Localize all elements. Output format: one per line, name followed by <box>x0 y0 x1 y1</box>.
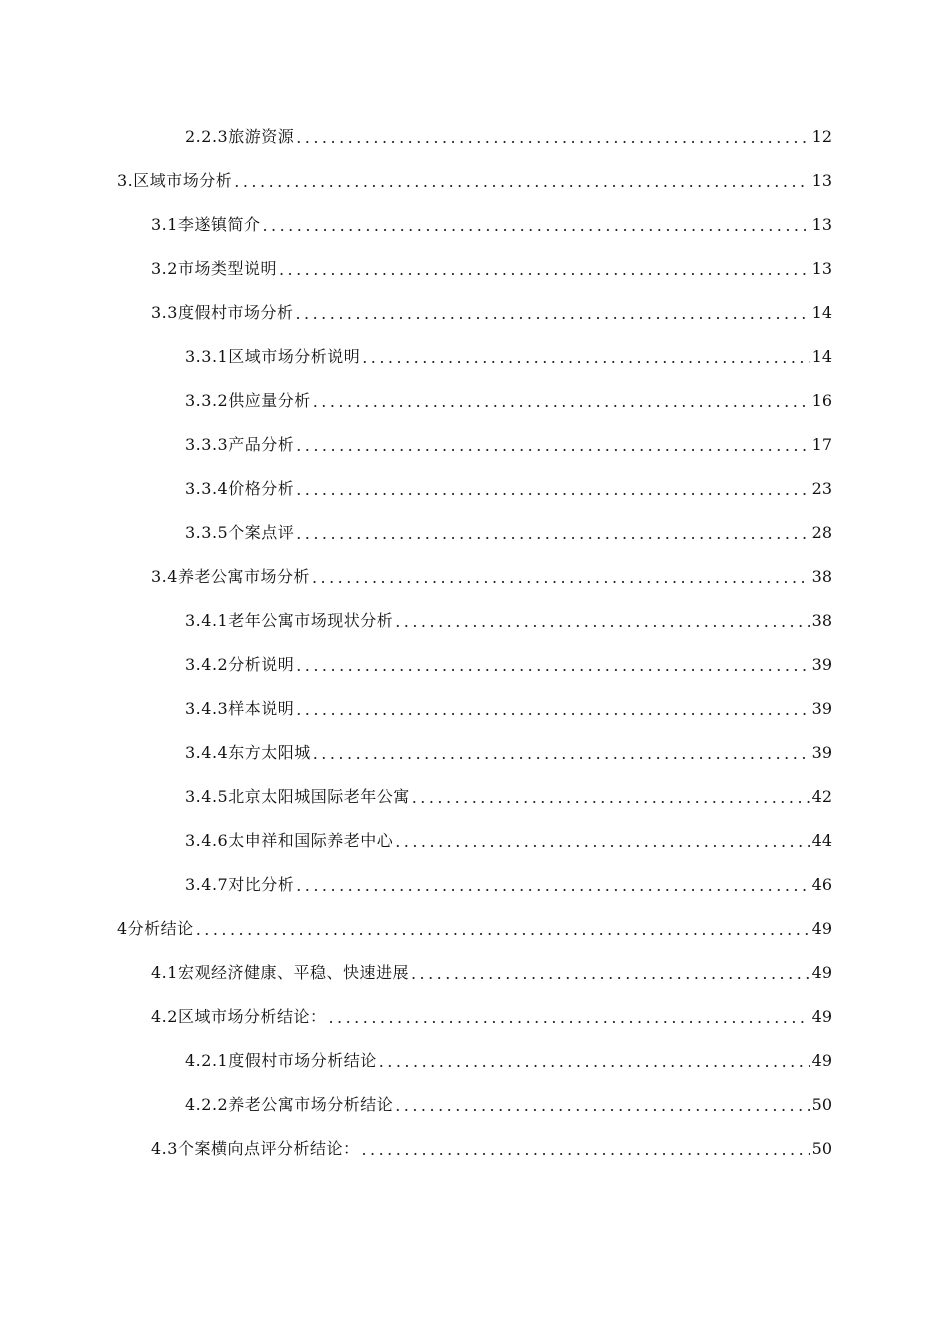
toc-entry[interactable] <box>0 115 950 159</box>
toc-dot-leader <box>395 1084 809 1128</box>
toc-dot-leader <box>234 160 809 204</box>
toc-entry[interactable] <box>0 599 950 643</box>
toc-dot-leader <box>362 336 809 380</box>
toc-entry-page: 39 <box>811 655 832 674</box>
toc-dot-leader <box>395 600 809 644</box>
toc-dot-leader <box>296 688 809 732</box>
toc-entry-page: 13 <box>811 259 832 278</box>
toc-dot-leader <box>296 424 809 468</box>
toc-entry-page: 49 <box>811 1007 832 1026</box>
toc-dot-leader <box>296 512 809 556</box>
toc-entry[interactable] <box>0 291 950 335</box>
toc-entry-title: 3.4.1老年公寓市场现状分析 <box>185 611 394 630</box>
toc-entry-title: 3.3度假村市场分析 <box>151 303 294 322</box>
toc-entry-title: 3.4.7对比分析 <box>185 875 295 894</box>
toc-entry[interactable] <box>0 335 950 379</box>
toc-entry-title: 3.4.2分析说明 <box>185 655 295 674</box>
toc-entry-title: 3.1李遂镇简介 <box>151 215 261 234</box>
toc-entry-page: 13 <box>811 215 832 234</box>
toc-entry[interactable] <box>0 731 950 775</box>
toc-entry-page: 49 <box>811 919 832 938</box>
toc-entry-title: 3.2市场类型说明 <box>151 259 277 278</box>
toc-dot-leader <box>395 820 809 864</box>
toc-dot-leader <box>196 908 810 952</box>
toc-entry[interactable] <box>0 511 950 555</box>
toc-entry-title: 3.3.2供应量分析 <box>185 391 311 410</box>
toc-entry-page: 13 <box>811 171 832 190</box>
toc-entry-title: 3.区域市场分析 <box>117 171 233 190</box>
toc-dot-leader <box>296 644 809 688</box>
toc-entry[interactable] <box>0 203 950 247</box>
toc-entry[interactable] <box>0 1127 950 1171</box>
toc-entry[interactable] <box>0 819 950 863</box>
toc-entry-page: 28 <box>811 523 832 542</box>
toc-entry-page: 38 <box>811 611 832 630</box>
toc-entry-page: 39 <box>811 743 832 762</box>
toc-entry[interactable] <box>0 687 950 731</box>
toc-entry-page: 23 <box>811 479 832 498</box>
toc-entry-title: 3.4养老公寓市场分析 <box>151 567 310 586</box>
toc-dot-leader <box>296 468 809 512</box>
toc-entry-title: 4.2.1度假村市场分析结论 <box>185 1051 377 1070</box>
toc-entry-title: 4.2区域市场分析结论： <box>151 1007 327 1026</box>
toc-dot-leader <box>411 952 810 996</box>
toc-entry-page: 12 <box>811 127 832 146</box>
table-of-contents <box>0 115 950 1171</box>
toc-entry-title: 4.1宏观经济健康、平稳、快速进展 <box>151 963 409 982</box>
toc-dot-leader <box>313 732 810 776</box>
toc-entry[interactable] <box>0 467 950 511</box>
toc-entry-page: 38 <box>811 567 832 586</box>
toc-entry-page: 14 <box>811 347 832 366</box>
toc-entry-title: 4.2.2养老公寓市场分析结论 <box>185 1095 394 1114</box>
toc-entry-page: 14 <box>811 303 832 322</box>
toc-dot-leader <box>313 380 810 424</box>
toc-entry-title: 3.3.3产品分析 <box>185 435 295 454</box>
toc-entry-title: 3.4.3样本说明 <box>185 699 295 718</box>
toc-entry-title: 3.4.4东方太阳城 <box>185 743 311 762</box>
toc-entry-page: 50 <box>811 1095 832 1114</box>
toc-entry-page: 50 <box>811 1139 832 1158</box>
toc-entry[interactable] <box>0 1039 950 1083</box>
toc-entry-title: 3.4.6太申祥和国际养老中心 <box>185 831 394 850</box>
toc-dot-leader <box>361 1128 809 1172</box>
toc-entry-page: 46 <box>811 875 832 894</box>
toc-entry[interactable] <box>0 1083 950 1127</box>
toc-entry[interactable] <box>0 995 950 1039</box>
toc-entry-page: 44 <box>811 831 832 850</box>
toc-entry[interactable] <box>0 247 950 291</box>
toc-dot-leader <box>296 864 809 908</box>
toc-dot-leader <box>328 996 809 1040</box>
toc-entry[interactable] <box>0 379 950 423</box>
toc-entry[interactable] <box>0 423 950 467</box>
toc-dot-leader <box>295 292 809 336</box>
toc-entry[interactable] <box>0 863 950 907</box>
toc-entry[interactable] <box>0 555 950 599</box>
toc-entry-page: 49 <box>811 1051 832 1070</box>
toc-entry[interactable] <box>0 775 950 819</box>
toc-entry[interactable] <box>0 643 950 687</box>
toc-dot-leader <box>296 116 809 160</box>
toc-entry-title: 3.3.4价格分析 <box>185 479 295 498</box>
toc-entry-title: 4分析结论 <box>117 919 194 938</box>
toc-entry-title: 2.2.3旅游资源 <box>185 127 295 146</box>
toc-entry-page: 16 <box>811 391 832 410</box>
toc-entry[interactable] <box>0 907 950 951</box>
toc-entry-page: 17 <box>811 435 832 454</box>
toc-entry-title: 3.3.5个案点评 <box>185 523 295 542</box>
toc-entry-title: 3.4.5北京太阳城国际老年公寓 <box>185 787 410 806</box>
toc-entry[interactable] <box>0 159 950 203</box>
toc-dot-leader <box>279 248 810 292</box>
toc-entry-title: 3.3.1区域市场分析说明 <box>185 347 361 366</box>
toc-dot-leader <box>379 1040 810 1084</box>
toc-entry-title: 4.3个案横向点评分析结论： <box>151 1139 360 1158</box>
toc-entry[interactable] <box>0 951 950 995</box>
toc-entry-page: 49 <box>811 963 832 982</box>
toc-dot-leader <box>262 204 809 248</box>
toc-dot-leader <box>312 556 810 600</box>
toc-entry-page: 39 <box>811 699 832 718</box>
toc-dot-leader <box>412 776 810 820</box>
toc-entry-page: 42 <box>811 787 832 806</box>
